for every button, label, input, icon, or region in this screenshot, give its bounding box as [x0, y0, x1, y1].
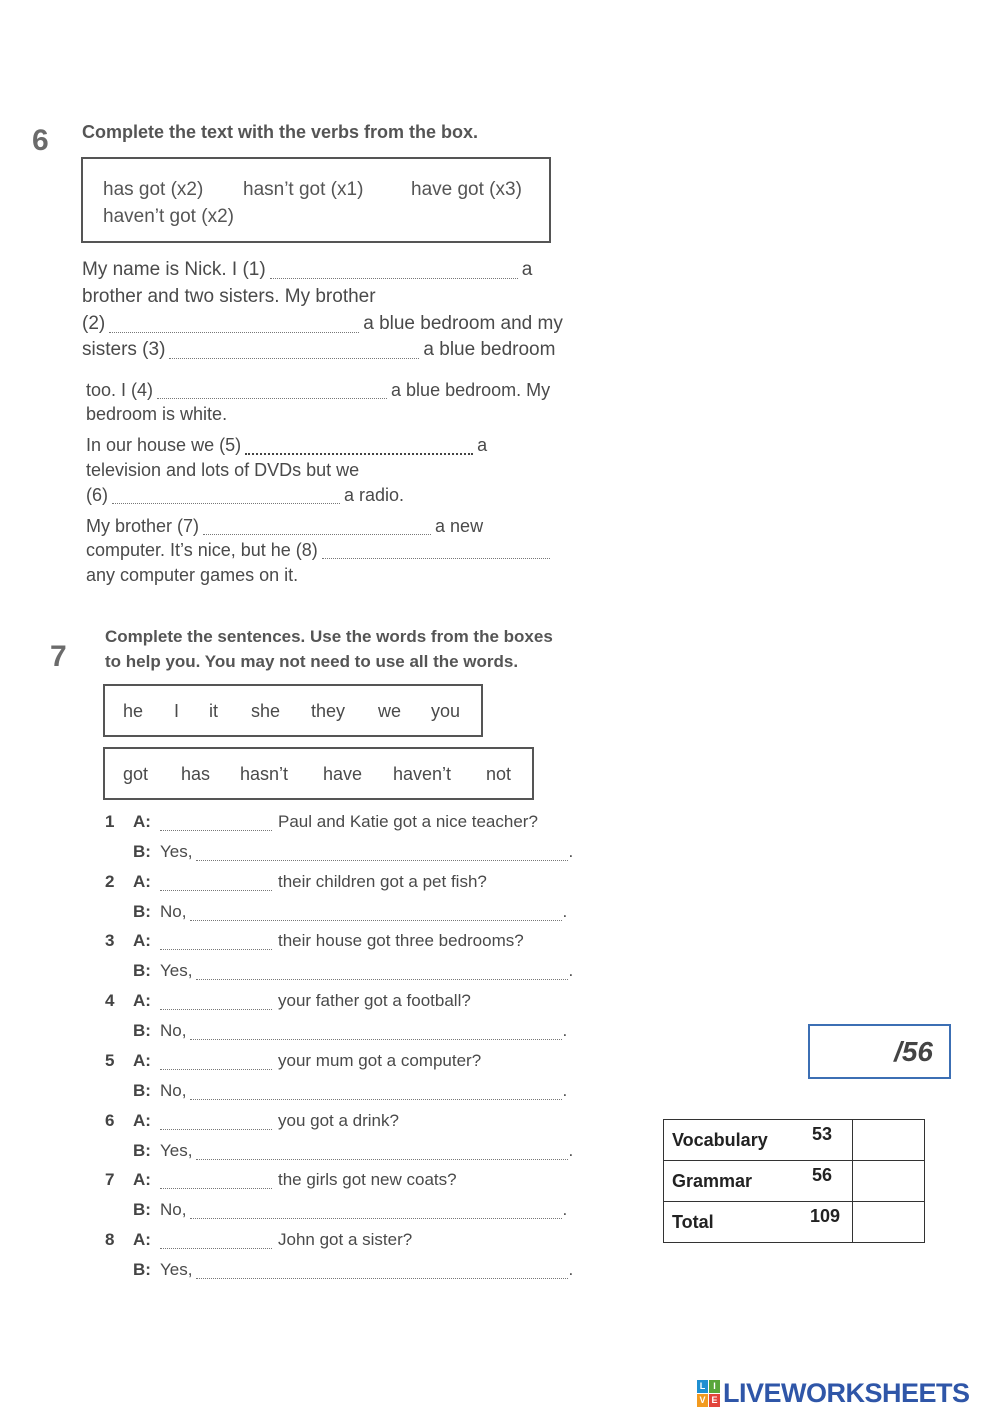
question-number: 5 — [105, 1051, 115, 1070]
answer-b-row — [105, 1260, 585, 1284]
question-a-row — [105, 1230, 585, 1254]
question-a-row — [105, 1051, 585, 1075]
answer-b-row — [105, 1021, 585, 1045]
speaker-label: B: — [133, 1200, 151, 1219]
speaker-label: A: — [133, 812, 151, 831]
score-category: Grammar — [672, 1170, 753, 1191]
answer-b-row — [105, 902, 585, 926]
answer-start-text: Yes, — [160, 1260, 193, 1279]
exercise-7-number: 7 — [50, 640, 67, 673]
text-fragment: a — [521, 259, 533, 280]
answer-blank-input[interactable] — [196, 1262, 568, 1279]
question-number: 6 — [105, 1111, 115, 1130]
score-max: 109 — [809, 1206, 840, 1226]
score-table-cell — [664, 1120, 853, 1161]
logo-text: LIVEWORKSHEETS — [723, 1377, 970, 1408]
answer-input-7[interactable] — [203, 518, 431, 535]
answer-start-text: No, — [160, 902, 187, 921]
answer-input-8[interactable] — [322, 542, 550, 559]
question-text: the girls got new coats? — [278, 1170, 457, 1189]
exercise-7-instruction-line-1: Complete the sentences. Use the words from the boxes — [105, 627, 553, 646]
word-box-item: hasn’t — [240, 764, 289, 784]
exercise-6-number: 6 — [32, 124, 49, 157]
speaker-label: B: — [133, 1021, 151, 1040]
text-fragment: a blue bedroom — [423, 339, 556, 360]
question-a-row — [105, 991, 585, 1015]
text-fragment: a blue bedroom. My — [391, 380, 551, 400]
answer-b-row — [105, 1081, 585, 1105]
text-fragment: a — [477, 435, 488, 455]
pronoun-word-box — [103, 684, 483, 737]
score-table-cell — [664, 1202, 853, 1243]
question-text: John got a sister? — [278, 1230, 413, 1249]
word-box-item: hasn’t got (x1) — [243, 179, 364, 200]
answer-start-text: No, — [160, 1200, 187, 1219]
question-text: your father got a football? — [278, 991, 471, 1010]
speaker-label: A: — [133, 991, 151, 1010]
question-blank-input[interactable] — [160, 933, 272, 950]
question-a-row — [105, 812, 585, 836]
speaker-label: A: — [133, 931, 151, 950]
text-fragment: television and lots of DVDs but we — [86, 460, 360, 480]
question-text: their house got three bedrooms? — [278, 931, 524, 950]
answer-period: . — [562, 1200, 568, 1219]
exercise-6-instruction: Complete the text with the verbs from the box. — [82, 122, 479, 142]
word-box-item: has — [181, 764, 211, 784]
word-box-item: they — [311, 701, 346, 721]
question-a-row — [105, 872, 585, 896]
question-text: Paul and Katie got a nice teacher? — [278, 812, 538, 831]
question-text: your mum got a computer? — [278, 1051, 482, 1070]
speaker-label: A: — [133, 1230, 151, 1249]
answer-start-text: Yes, — [160, 842, 193, 861]
word-box-item: she — [251, 701, 281, 721]
logo-icon-cell: L — [697, 1380, 708, 1393]
score-input-cell[interactable] — [853, 1161, 925, 1202]
answer-period: . — [562, 902, 568, 921]
question-blank-input[interactable] — [160, 814, 272, 831]
answer-b-row — [105, 1141, 585, 1165]
word-box-item: has got (x2) — [103, 179, 204, 200]
question-text: you got a drink? — [278, 1111, 399, 1130]
question-a-row — [105, 1170, 585, 1194]
answer-input-6[interactable] — [112, 487, 340, 504]
speaker-label: A: — [133, 1170, 151, 1189]
logo-icon — [697, 1380, 720, 1407]
score-category: Vocabulary — [672, 1129, 768, 1150]
answer-blank-input[interactable] — [190, 904, 562, 921]
question-blank-input[interactable] — [160, 1172, 272, 1189]
word-box-item: haven’t — [393, 764, 452, 784]
answer-b-row — [105, 961, 585, 985]
answer-blank-input[interactable] — [190, 1202, 562, 1219]
word-box-item: haven’t got (x2) — [103, 206, 234, 227]
answer-blank-input[interactable] — [196, 844, 568, 861]
question-blank-input[interactable] — [160, 1113, 272, 1130]
table-row — [664, 1120, 925, 1161]
score-input-cell[interactable] — [853, 1202, 925, 1243]
speaker-label: B: — [133, 1260, 151, 1279]
speaker-label: A: — [133, 1051, 151, 1070]
word-box-item: I — [174, 701, 180, 721]
answer-blank-input[interactable] — [190, 1023, 562, 1040]
score-max: 53 — [811, 1124, 832, 1144]
speaker-label: B: — [133, 902, 151, 921]
score-category: Total — [672, 1211, 714, 1232]
question-number: 8 — [105, 1230, 115, 1249]
answer-period: . — [562, 1021, 568, 1040]
question-blank-input[interactable] — [160, 1053, 272, 1070]
text-fragment: brother and two sisters. My brother — [82, 286, 376, 307]
text-fragment: (2) — [82, 313, 106, 334]
question-number: 1 — [105, 812, 115, 831]
verb-word-box — [103, 747, 534, 800]
score-input-cell[interactable] — [853, 1120, 925, 1161]
answer-period: . — [562, 1081, 568, 1100]
speaker-label: B: — [133, 842, 151, 861]
text-fragment: too. I (4) — [86, 380, 154, 400]
question-blank-input[interactable] — [160, 874, 272, 891]
answer-b-row — [105, 1200, 585, 1224]
exercise-6-word-box — [81, 157, 551, 243]
question-blank-input[interactable] — [160, 993, 272, 1010]
answer-blank-input[interactable] — [196, 963, 568, 980]
word-box-item: you — [431, 701, 461, 721]
exercise-7-instruction-line-2: to help you. You may not need to use all the words. — [105, 652, 519, 671]
answer-b-row — [105, 842, 585, 866]
text-fragment: (6) — [86, 485, 108, 505]
question-a-row — [105, 931, 585, 955]
logo-icon-cell: I — [709, 1380, 720, 1393]
answer-input-1[interactable] — [270, 262, 518, 279]
text-fragment: computer. It’s nice, but he (8) — [86, 540, 318, 560]
question-text: their children got a pet fish? — [278, 872, 487, 891]
answer-input-5[interactable] — [245, 437, 473, 455]
answer-blank-input[interactable] — [190, 1083, 562, 1100]
question-a-row — [105, 1111, 585, 1135]
score-box — [808, 1024, 951, 1079]
answer-period: . — [568, 842, 574, 861]
question-number: 3 — [105, 931, 115, 950]
score-total-label: /56 — [894, 1036, 933, 1067]
text-fragment: My brother (7) — [86, 516, 200, 536]
text-fragment: bedroom is white. — [86, 404, 228, 424]
text-fragment: a new — [435, 516, 484, 536]
answer-blank-input[interactable] — [196, 1143, 568, 1160]
speaker-label: B: — [133, 1081, 151, 1100]
question-number: 7 — [105, 1170, 115, 1189]
answer-period: . — [568, 1260, 574, 1279]
table-row — [664, 1202, 925, 1243]
text-fragment: a radio. — [344, 485, 405, 505]
question-number: 2 — [105, 872, 115, 891]
text-fragment: My name is Nick. I (1) — [82, 259, 266, 280]
text-fragment: In our house we (5) — [86, 435, 242, 455]
answer-input-4[interactable] — [157, 382, 387, 399]
word-box-item: have got (x3) — [411, 179, 522, 200]
answer-start-text: Yes, — [160, 1141, 193, 1160]
word-box-item: it — [209, 701, 218, 721]
answer-start-text: Yes, — [160, 961, 193, 980]
answer-input-2[interactable] — [109, 316, 359, 333]
word-box-item: we — [378, 701, 402, 721]
question-blank-input[interactable] — [160, 1232, 272, 1249]
speaker-label: B: — [133, 1141, 151, 1160]
speaker-label: A: — [133, 1111, 151, 1130]
score-table — [663, 1119, 925, 1243]
question-number: 4 — [105, 991, 115, 1010]
score-table-cell — [664, 1161, 853, 1202]
word-box-item: he — [123, 701, 144, 721]
word-box-item: not — [486, 764, 512, 784]
table-row — [664, 1161, 925, 1202]
logo-icon-cell: E — [709, 1394, 720, 1407]
logo-icon-cell: V — [697, 1394, 708, 1407]
liveworksheets-logo — [697, 1378, 970, 1408]
word-box-item: have — [323, 764, 363, 784]
answer-start-text: No, — [160, 1081, 187, 1100]
answer-start-text: No, — [160, 1021, 187, 1040]
word-box-item: got — [123, 764, 149, 784]
text-fragment: sisters (3) — [82, 339, 166, 360]
answer-period: . — [568, 1141, 574, 1160]
answer-input-3[interactable] — [169, 342, 419, 359]
text-fragment: any computer games on it. — [86, 565, 299, 585]
speaker-label: B: — [133, 961, 151, 980]
speaker-label: A: — [133, 872, 151, 891]
score-max: 56 — [811, 1165, 832, 1185]
answer-period: . — [568, 961, 574, 980]
text-fragment: a blue bedroom and my — [363, 313, 563, 334]
